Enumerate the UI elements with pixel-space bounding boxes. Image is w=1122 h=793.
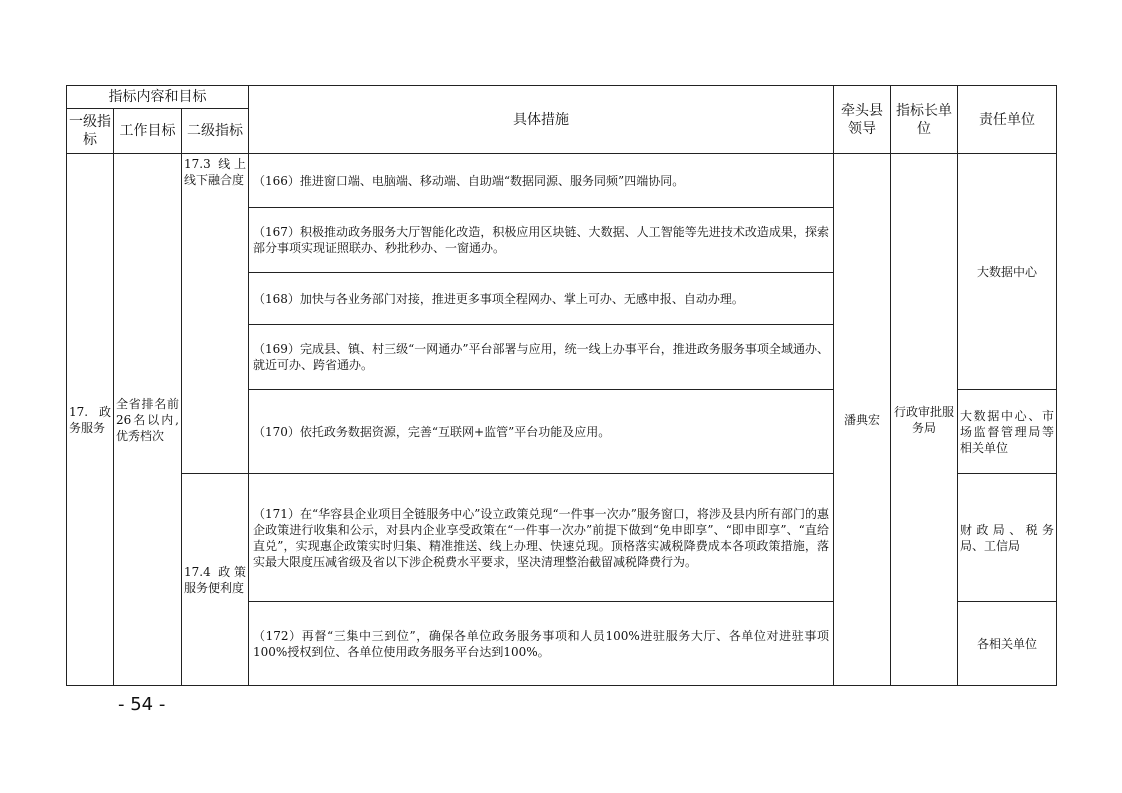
measure-167: （167）积极推动政务服务大厅智能化改造，积极应用区块链、大数据、人工智能等先进技术改造成果，探索部分事项实现证照联办、秒批秒办、一窗通办。: [249, 208, 834, 273]
measure-170: （170）依托政务数据资源，完善“互联网+监管”平台功能及应用。: [249, 390, 834, 474]
measure-172: （172）再督“三集中三到位”，确保各单位政务服务事项和人员100%进驻服务大厅、各单位对进驻事项100%授权到位、各单位使用政务服务平台达到100%。: [249, 602, 834, 686]
header-measures: 具体措施: [249, 86, 834, 154]
page-number: - 54 -: [118, 694, 166, 715]
header-indicator-unit: 指标长单位: [891, 86, 958, 154]
header-level1: 一级指标: [67, 109, 114, 154]
measure-171: （171）在“华容县企业项目全链服务中心”设立政策兑现“一件事一次办”服务窗口，将涉及县内所有部门的惠企政策进行收集和公示，对县内企业享受政策在“一件事一次办”前提下做到“免申即享”、“即申即享”、“直给直兑”，实现惠企政策实时归集、精准推送、线上办理、快速兑现。顶格落实减税降费成本各项政策措施，落实最大限度压减省级及省以下涉企税费水平要求，坚决清理整治截留减税降费行为。: [249, 474, 834, 602]
header-group: 指标内容和目标: [67, 86, 249, 109]
measure-166: （166）推进窗口端、电脑端、移动端、自助端“数据同源、服务同频”四端协同。: [249, 154, 834, 208]
level2-indicator: 17.3 线上线下融合度: [182, 154, 249, 474]
responsible-unit: 各相关单位: [958, 602, 1057, 686]
header-responsible: 责任单位: [958, 86, 1057, 154]
responsible-unit: 大数据中心、市场监督管理局等相关单位: [958, 390, 1057, 474]
lead-leader: 潘典宏: [834, 154, 891, 686]
responsible-unit: 大数据中心: [958, 154, 1057, 390]
header-work-goal: 工作目标: [114, 109, 182, 154]
header-lead-leader: 牵头县领导: [834, 86, 891, 154]
level2-indicator: 17.4 政策服务便利度: [182, 474, 249, 686]
indicator-table: [66, 85, 1057, 686]
level1-indicator: 17.政务服务: [67, 154, 114, 686]
responsible-unit: 财政局、税务局、工信局: [958, 474, 1057, 602]
work-goal: 全省排名前26名以内,优秀档次: [114, 154, 182, 686]
measure-168: （168）加快与各业务部门对接，推进更多事项全程网办、掌上可办、无感申报、自动办理。: [249, 273, 834, 325]
measure-169: （169）完成县、镇、村三级“一网通办”平台部署与应用，统一线上办事平台，推进政务服务事项全域通办、就近可办、跨省通办。: [249, 325, 834, 390]
indicator-unit: 行政审批服务局: [891, 154, 958, 686]
header-level2: 二级指标: [182, 109, 249, 154]
